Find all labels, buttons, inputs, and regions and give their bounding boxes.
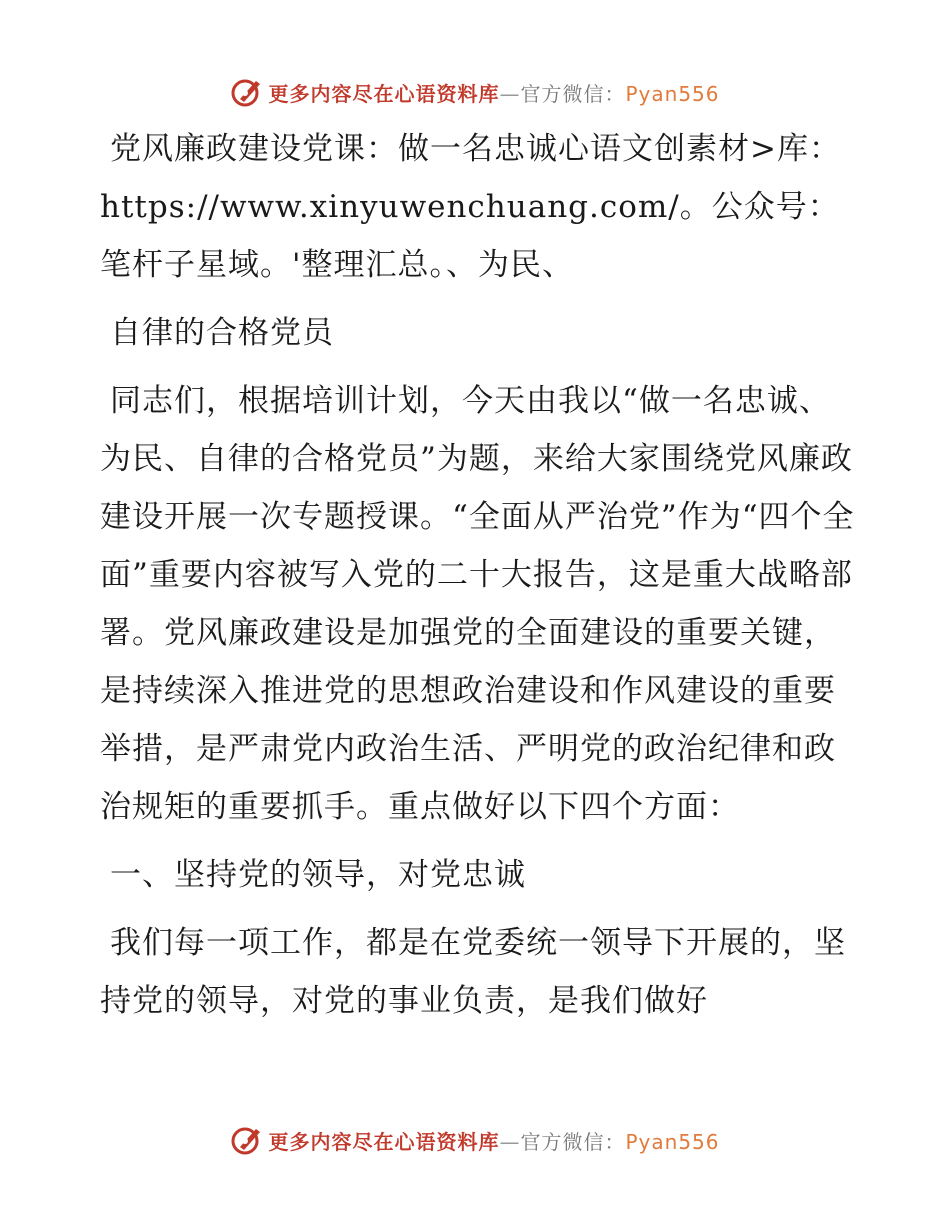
pen-logo-icon: [230, 1123, 264, 1157]
document-body: [100, 120, 860, 1040]
watermark-banner-top: [0, 72, 950, 112]
section-1-paragraph: 我们每一项工作，都是在党委统一领导下开展的，坚持党的领导，对党的事业负责，是我们做好: [100, 925, 846, 1019]
pen-logo-icon: [230, 75, 264, 109]
watermark-text: 更多内容尽在心语资料库—官方微信：Pyan556: [268, 81, 720, 106]
watermark-text: 更多内容尽在心语资料库—官方微信：Pyan556: [268, 1129, 720, 1154]
section-1-heading: 一、坚持党的领导，对党忠诚: [110, 857, 526, 893]
title-continuation: 自律的合格党员: [110, 315, 334, 351]
watermark-banner-bottom: [0, 1120, 950, 1160]
opening-paragraph: 同志们，根据培训计划，今天由我以“做一名忠诚、为民、自律的合格党员”为题，来给大家围绕党风廉政建设开展一次专题授课。“全面从严治党”作为“四个全面”重要内容被写入党的二十大报告，这是重大战略部署。党风廉政建设是加强党的全面建设的重要关键，是持续深入推进党的思想政治建设和作风建设的重要举措，是严肃党内政治生活、严明党的政治纪律和政治规矩的重要抓手。重点做好以下四个方面：: [100, 383, 855, 825]
intro-paragraph: 党风廉政建设党课：做一名忠诚心语文创素材>库：https://www.xinyuwenchuang.com/。公众号：笔杆子星域。'整理汇总。、为民、: [100, 131, 841, 283]
